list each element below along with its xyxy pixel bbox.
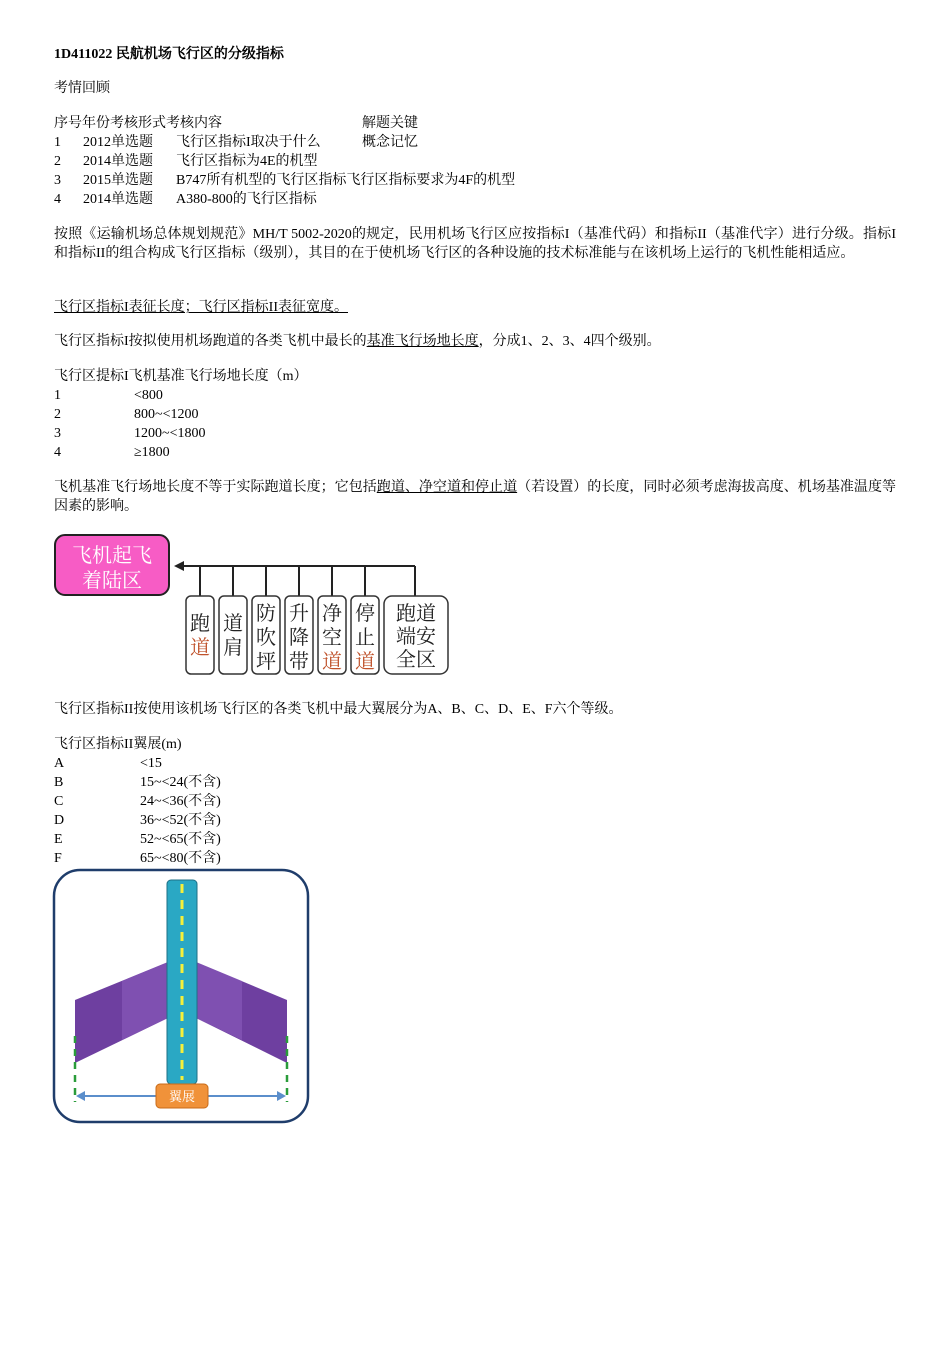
- arrow-head-icon: [174, 561, 184, 571]
- row-code: F: [54, 851, 62, 866]
- resa-label-line3: 全区: [396, 647, 436, 671]
- row-code: 2: [54, 407, 61, 422]
- zone-char: 跑: [190, 611, 210, 635]
- table-row: [54, 754, 354, 773]
- row-content: B747所有机型的飞行区指标飞行区指标要求为4F的机型: [176, 173, 516, 188]
- index1-paragraph: [54, 332, 661, 351]
- zone-char: 坪: [256, 649, 276, 673]
- review-heading: 考情回顾: [54, 81, 110, 96]
- row-length: 1200~<1800: [134, 426, 206, 441]
- row-key: 概念记忆: [362, 135, 418, 150]
- row-no: 2: [54, 154, 61, 169]
- table-row: [54, 792, 354, 811]
- row-code: D: [54, 813, 65, 828]
- row-span: 65~<80(不含): [140, 851, 221, 866]
- row-year-type: 2015单选题: [83, 173, 153, 188]
- page-title: 1D411022 民航机场飞行区的分级指标: [54, 47, 284, 62]
- row-code: 4: [54, 445, 61, 460]
- table-row: [54, 773, 354, 792]
- zone-char: 防: [256, 601, 276, 625]
- takeoff-landing-diagram: [52, 532, 454, 678]
- table-row: [54, 190, 654, 209]
- exam-table-header-key: 解题关键: [362, 116, 418, 131]
- zone-char: 肩: [223, 635, 243, 659]
- row-length: <800: [134, 388, 163, 403]
- row-no: 3: [54, 173, 61, 188]
- row-span: 24~<36(不含): [140, 794, 221, 809]
- zone-char: 升: [289, 601, 309, 625]
- zone-char: 停: [355, 601, 375, 625]
- index1-text-after: ，分成1、2、3、4四个级别。: [478, 334, 661, 349]
- table-row: [54, 386, 354, 405]
- table-row: [54, 152, 654, 171]
- table-row: [54, 443, 354, 462]
- zone-char: 带: [289, 649, 309, 673]
- row-span: 52~<65(不含): [140, 832, 221, 847]
- takeoff-landing-box-line1: 飞机起飞: [72, 543, 152, 567]
- row-content: A380-800的飞行区指标: [176, 192, 317, 207]
- row-code: 3: [54, 426, 61, 441]
- zone-char: 空: [322, 625, 342, 649]
- index1-text-before: 飞行区指标I按拟使用机场跑道的各类飞机中最长的: [54, 334, 367, 349]
- row-year-type: 2014单选题: [83, 154, 153, 169]
- field-length-text-before: 飞机基准飞行场地长度不等于实际跑道长度；它包括: [54, 480, 377, 495]
- field-length-text-underlined: 跑道、净空道和停止道: [376, 480, 518, 495]
- wingspan-label: 翼展: [168, 1090, 196, 1105]
- index2-paragraph: 飞行区指标II按使用该机场飞行区的各类飞机中最大翼展分为A、B、C、D、E、F六个等级。: [54, 702, 623, 717]
- row-year-type: 2014单选题: [83, 192, 153, 207]
- resa-label-line2: 端安: [396, 624, 436, 648]
- row-length: 800~<1200: [134, 407, 199, 422]
- table-row: [54, 424, 354, 443]
- zone-char: 降: [289, 625, 309, 649]
- takeoff-landing-box-line2: 着陆区: [82, 568, 142, 592]
- row-year-type: 2012单选题: [83, 135, 153, 150]
- wingspan-diagram: [52, 868, 312, 1126]
- row-content: 飞行区指标为4E的机型: [176, 154, 318, 169]
- table-row: [54, 811, 354, 830]
- row-span: 15~<24(不含): [140, 775, 221, 790]
- zone-char: 道: [355, 649, 375, 673]
- exam-table-header-main: 序号年份考核形式考核内容: [54, 116, 222, 131]
- row-code: 1: [54, 388, 61, 403]
- row-no: 1: [54, 135, 61, 150]
- row-code: B: [54, 775, 64, 790]
- row-length: ≥1800: [134, 445, 170, 460]
- row-content: 飞行区指标I取决于什么: [176, 135, 321, 150]
- table-row: [54, 133, 654, 152]
- table-row: [54, 849, 354, 868]
- index1-table-header: 飞行区提标I飞机基准飞行场地长度（m）: [54, 369, 308, 384]
- zone-char: 道: [190, 635, 210, 659]
- table-row: [54, 830, 354, 849]
- zone-char: 道: [322, 649, 342, 673]
- summary-line: 飞行区指标I表征长度；飞行区指标II表征宽度。: [54, 300, 348, 315]
- index2-table-header: 飞行区指标II翼展(m): [54, 737, 182, 752]
- field-length-text-after: （若设置）的长度，同时必须考虑海拔高度、机场基准温度等因素的影响。: [54, 480, 897, 514]
- resa-label-line1: 跑道: [396, 601, 436, 625]
- zone-char: 止: [355, 625, 375, 649]
- row-span: 36~<52(不含): [140, 813, 221, 828]
- table-row: [54, 405, 354, 424]
- row-span: <15: [140, 756, 162, 771]
- index1-text-underlined: 基准飞行场地长度: [366, 334, 479, 349]
- zone-char: 净: [322, 601, 342, 625]
- exam-table-header: [54, 114, 554, 133]
- field-length-paragraph: [54, 478, 896, 516]
- row-no: 4: [54, 192, 61, 207]
- zone-char: 道: [223, 611, 243, 635]
- table-row: [54, 171, 654, 190]
- row-code: C: [54, 794, 64, 809]
- zone-labels: [190, 601, 375, 673]
- intro-paragraph: 按照《运输机场总体规划规范》MH/T 5002-2020的规定，民用机场飞行区应按指标I（基准代码）和指标II（基准代字）进行分级。指标I和指标II的组合构成飞行区指标（级别），其目的在于使机场飞行区的各种设施的技术标准能与在该机场上运行的飞机性能相适应。: [54, 227, 896, 261]
- zone-char: 吹: [256, 625, 276, 649]
- row-code: A: [54, 756, 65, 771]
- row-code: E: [54, 832, 63, 847]
